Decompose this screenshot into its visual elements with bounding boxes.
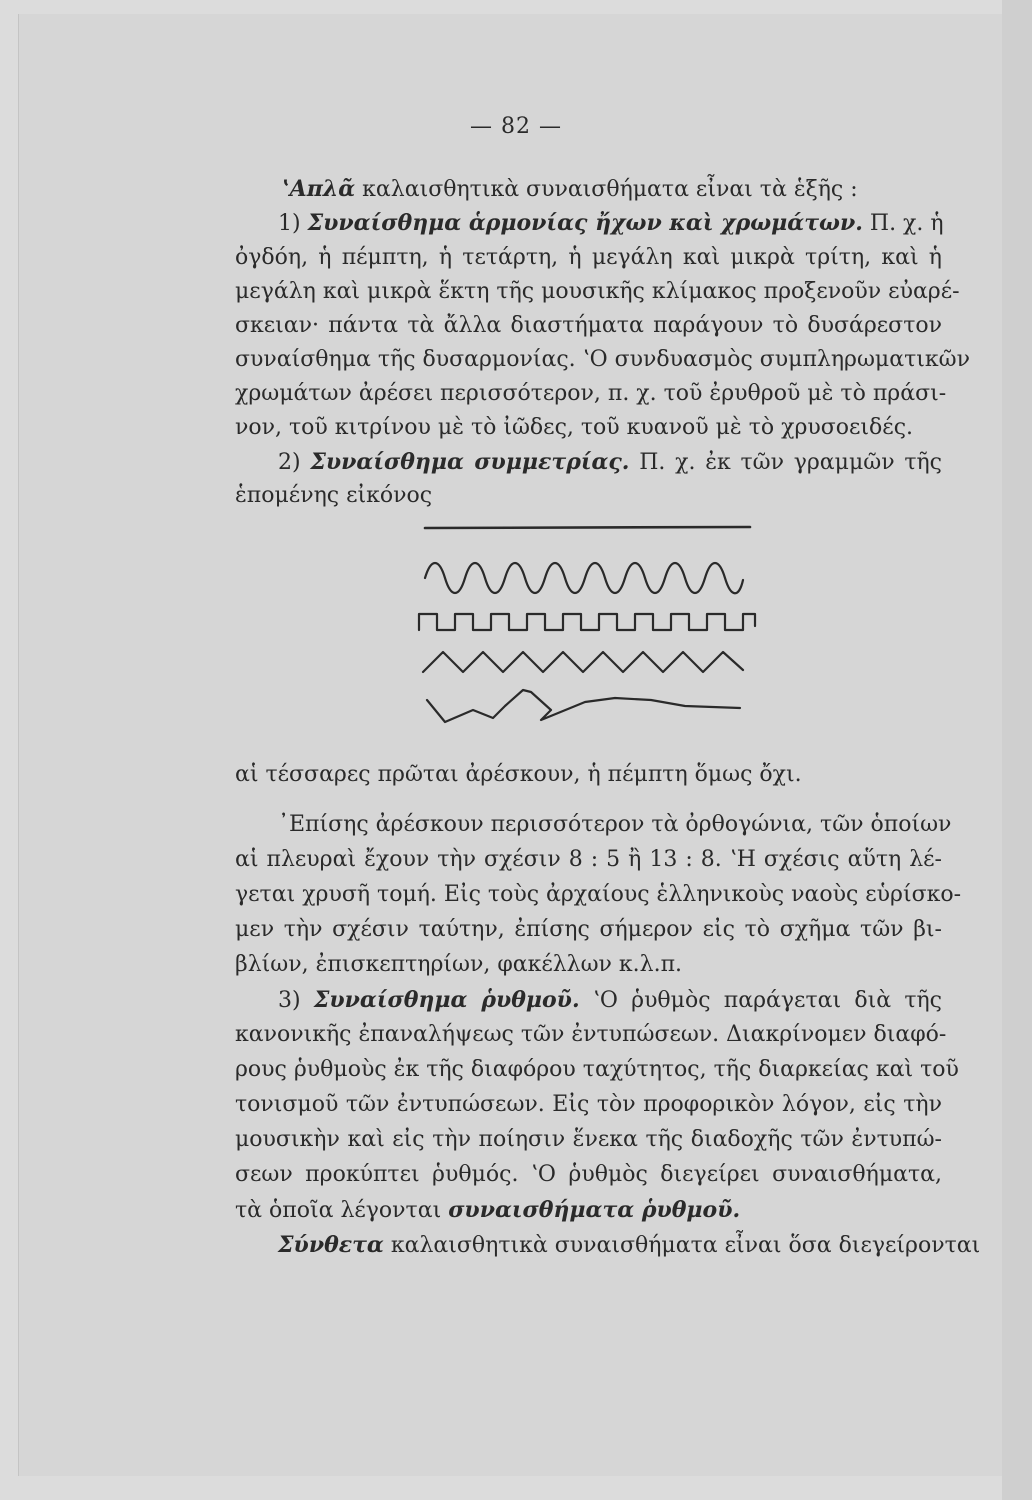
item1-line: σκειαν· πάντα τὰ ἄλλα διαστήματα παράγουν τὸ δυσάρεστον — [235, 313, 942, 338]
item1-line: μεγάλη καὶ μικρὰ ἕκτη τῆς μουσικῆς κλίμακος προξενοῦν εὐαρέ- — [235, 279, 960, 304]
intro-rest: καλαισθητικὰ συναισθήματα εἶναι τὰ ἑξῆς : — [355, 177, 858, 202]
para2-line: αἱ πλευραὶ ἔχουν τὴν σχέσιν 8 : 5 ἢ 13 : 8. ʽΗ σχέσις αὕτη λέ- — [235, 847, 942, 872]
item1-line: νον, τοῦ κιτρίνου μὲ τὸ ἰῶδες, τοῦ κυανοῦ μὲ τὸ χρυσοειδές. — [235, 415, 914, 440]
lines-figure — [405, 510, 775, 750]
item2-heading-line — [278, 445, 942, 480]
para2-line: γεται χρυσῆ τομή. Εἰς τοὺς ἀρχαίους ἑλληνικοὺς ναοὺς εὑρίσκο- — [235, 882, 962, 907]
item1-number: 1) — [278, 211, 301, 236]
irregular-line — [427, 690, 740, 722]
item3-last-line — [235, 1193, 740, 1228]
item2-title: Συναίσθημα συμμετρίας. — [310, 449, 630, 475]
square-wave-line — [419, 614, 755, 630]
para2-line: μεν τὴν σχέσιν ταύτην, ἐπίσης σήμερον εἰς τὸ σχῆμα τῶν βι- — [235, 917, 942, 942]
final-rest: καλαισθητικὰ συναισθήματα εἶναι ὅσα διεγείρονται — [383, 1233, 981, 1258]
item1-line: συναίσθημα τῆς δυσαρμονίας. ʽΟ συνδυασμὸς συμπληρωματικῶν — [235, 347, 970, 372]
item2-line: ἑπομένης εἰκόνος — [235, 483, 433, 508]
figure-caption: αἱ τέσσαρες πρῶται ἀρέσκουν, ἡ πέμπτη ὅμως ὄχι. — [235, 762, 802, 787]
item3-line: τονισμοῦ τῶν ἐντυπώσεων. Εἰς τὸν προφορικὸν λόγον, εἰς τὴν — [235, 1092, 942, 1117]
item1-line: χρωμάτων ἀρέσει περισσότερον, π. χ. τοῦ ἐρυθροῦ μὲ τὸ πράσι- — [235, 381, 947, 406]
zigzag-line — [423, 652, 743, 672]
item3-line: μουσικὴν καὶ εἰς τὴν ποίησιν ἕνεκα τῆς διαδοχῆς τῶν ἐντυπώ- — [235, 1127, 942, 1152]
page-number: — 82 — — [470, 114, 562, 139]
straight-line — [425, 527, 750, 528]
item3-number: 3) — [278, 988, 301, 1013]
item3-last-italic: συναισθήματα ῥυθμοῦ. — [448, 1197, 741, 1223]
item1-rest: Π. χ. ἡ — [862, 211, 944, 236]
final-lead: Σύνθετα — [278, 1232, 384, 1258]
item2-number: 2) — [278, 450, 301, 475]
intro-lead: ʽΑπλᾶ — [282, 176, 356, 202]
item3-line: ρους ῥυθμοὺς ἐκ τῆς διαφόρου ταχύτητος, τῆς διαρκείας καὶ τοῦ — [235, 1057, 959, 1082]
item3-line: κανονικῆς ἐπαναλήψεως τῶν ἐντυπώσεων. Διακρίνομεν διαφό- — [235, 1022, 947, 1047]
item3-rest: ʽΟ ῥυθμὸς παράγεται διὰ τῆς — [579, 988, 942, 1013]
para2-line: βλίων, ἐπισκεπτηρίων, φακέλλων κ.λ.π. — [235, 952, 683, 977]
item3-title: Συναίσθημα ῥυθμοῦ. — [313, 987, 580, 1013]
intro-line — [282, 172, 858, 207]
final-line — [278, 1228, 981, 1263]
item1-title: Συναίσθημα ἁρμονίας ἤχων καὶ χρωμάτων. — [307, 210, 863, 236]
para2-line: ᾿Επίσης ἀρέσκουν περισσότερον τὰ ὀρθογώνια, τῶν ὁποίων — [278, 812, 952, 837]
item2-rest: Π. χ. ἐκ τῶν γραμμῶν τῆς — [629, 450, 942, 475]
item1-heading-line — [278, 206, 942, 241]
item3-heading-line — [278, 983, 942, 1018]
item3-last-plain: τὰ ὁποῖα λέγονται — [235, 1198, 449, 1223]
page-margin-shadow — [1002, 0, 1032, 1500]
item3-line: σεων προκύπτει ῥυθμός. ʽΟ ῥυθμὸς διεγείρει συναισθήματα, — [235, 1162, 942, 1187]
item1-line: ὀγδόη, ἡ πέμπτη, ἡ τετάρτη, ἡ μεγάλη καὶ μικρὰ τρίτη, καὶ ἡ — [235, 245, 942, 270]
wavy-line — [425, 563, 743, 593]
